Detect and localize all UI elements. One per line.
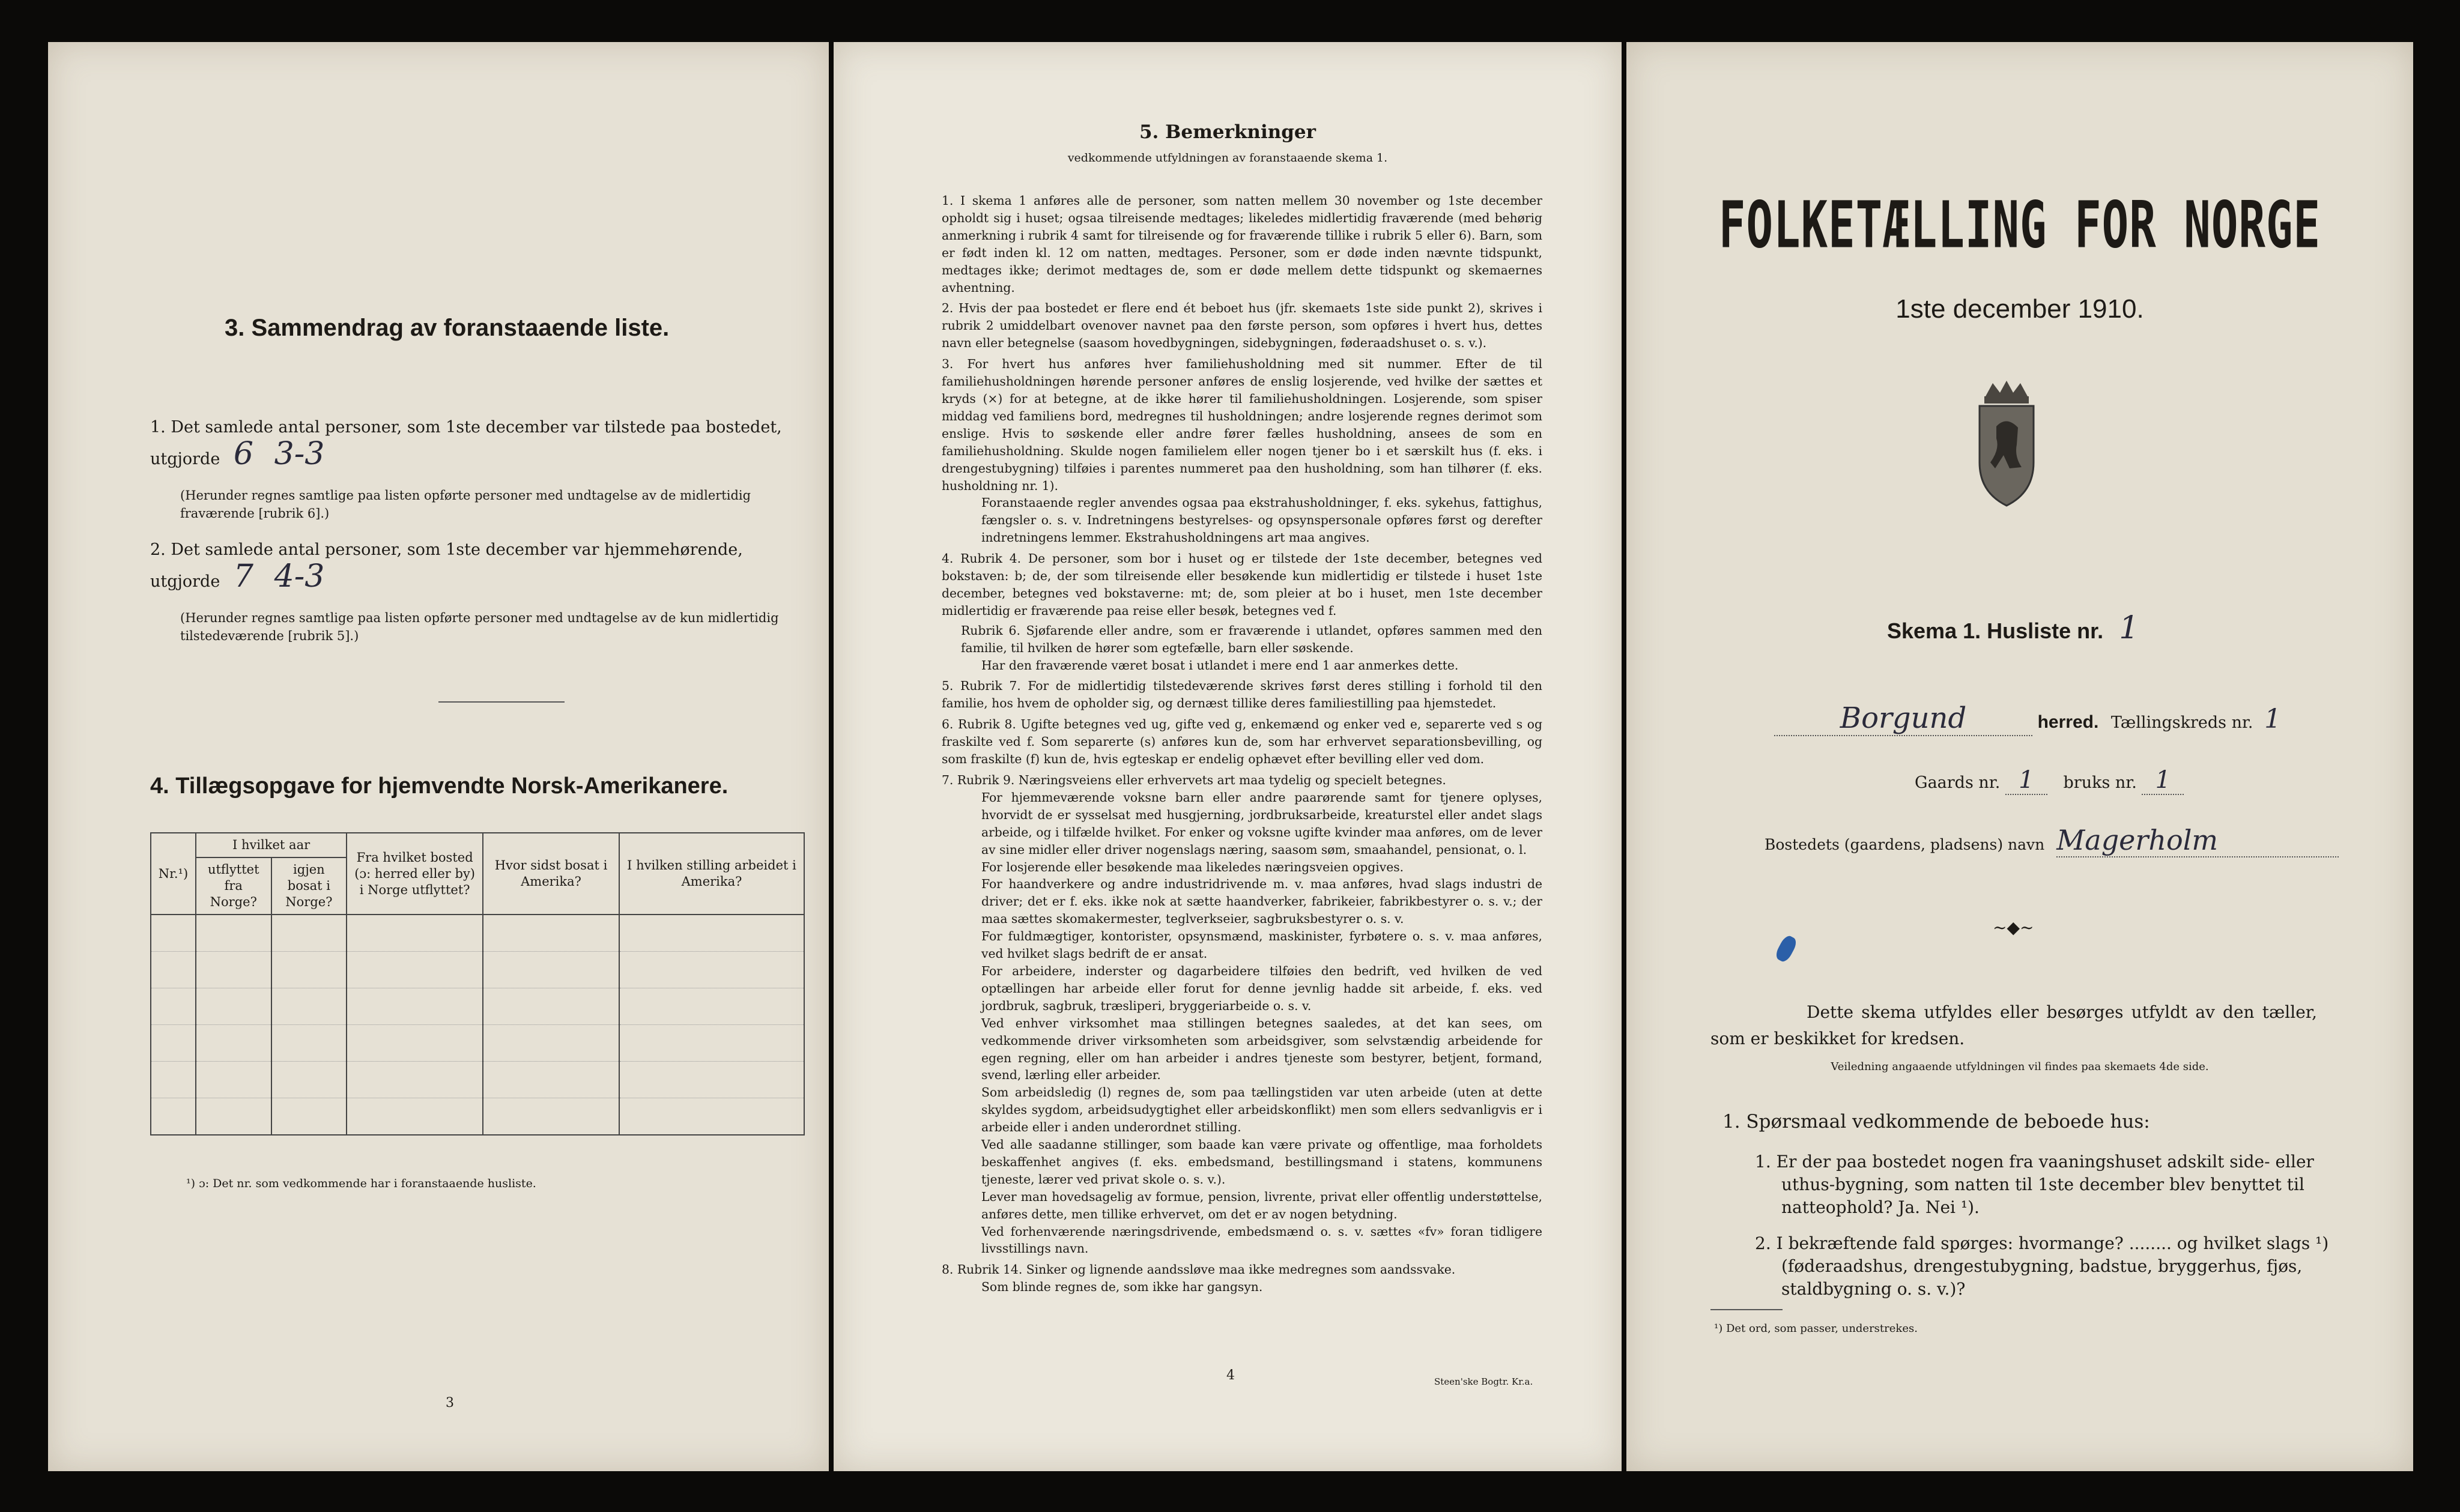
section-3-question-1-text: 1. Det samlede antal personer, som 1ste december var tilstede paa bostedet, utgjorde xyxy=(150,418,782,468)
remark-7-unemployed: Som arbeidsledig (l) regnes de, som paa tællingstiden var uten arbeide (uten at dette skyldes sygdom, arbeidsudygtighet eller arbeidskonflikt) men som ellers sedvanligvis er i arbeide eller i anden underordnet stilling. xyxy=(981,1085,1542,1135)
question-1-heading: 1. Spørsmaal vedkommende de beboede hus: xyxy=(1722,1111,2150,1132)
handwritten-bosted: Magerholm xyxy=(2056,824,2339,857)
column-group-year: I hvilket aar xyxy=(196,833,347,857)
norsk-amerikanere-table xyxy=(150,832,805,1136)
remark-3: 3. For hvert hus anføres hver familiehusholdning med sit nummer. Efter de til familiehusholdningen hørende personer anføres de enslig losjerende, ved hvilke der sættes et kryds (×) for at betegne, at de ikke hører til familiehusholdningen. Losjerende, som spiser middag ved familiens bord, medregnes til husholdningen; andre losjerende regnes derimot som enslige. Hvis to søskende eller andre fører fælles husholdning, ansees de som en familiehusholdning. Skulde nogen familielem eller nogen tjener bo i et særskilt hus (f. eks. i drengestubygning) tilføies i parentes nummeret paa den husholdning, som han tilhører (f. eks. husholdning nr. 1). xyxy=(942,357,1542,493)
remark-7-relatives: For hjemmeværende voksne barn eller andre paarørende samt for tjenere oplyses, hvorvidt de er sysselsat med husgjerning, jordbruksarbeide, kreaturstel eller andet slags arbeide, og i tilfælde hvilket. For enker og voksne ugifte kvinder maa anføres, om de lever av sine midler eller driver nogenslags næring, saasom søm, smaahandel, pensionat, o. l. xyxy=(981,790,1542,857)
column-header-emigrated: utflyttet fra Norge? xyxy=(196,857,271,915)
remark-7-public-private: Ved alle saadanne stillinger, som baade kan være private og offentlige, maa forholdets beskaffenhet angives (f. eks. embedsmand, bestillingsmand i statens, kommunens tjeneste, lærer ved privat skole o. s. v.). xyxy=(981,1137,1542,1187)
ornament-icon: ~◆~ xyxy=(1993,918,2034,937)
remark-6: 6. Rubrik 8. Ugifte betegnes ved ug, gifte ved g, enkemænd og enker ved e, separerte ved s og fraskilte ved f. Som separerte (s) anføres kun de, som har erhvervet separationsbevilling, og som fraskilte (f) kun de, hvis egteskap er endelig ophævet efter bevilling eller ved dom. xyxy=(942,717,1542,767)
middle-page xyxy=(834,42,1622,1471)
section-3-title: 3. Sammendrag av foranstaaende liste. xyxy=(225,315,670,341)
section-4-footnote: ¹) ɔ: Det nr. som vedkommende har i foranstaaende husliste. xyxy=(186,1177,536,1190)
footnote-divider xyxy=(1710,1309,1783,1310)
remark-7-craftsmen: For haandverkere og andre industridrivende m. v. maa anføres, hvad slags industri de driver; det er f. eks. ikke nok at sætte haandverker, fabrikeier, fabrikbestyrer o. s. v.; der maa sættes skomakermester, teglverkseier, sagbruksbestyrer o. s. v. xyxy=(981,877,1542,927)
remark-7-former: Ved forhenværende næringsdrivende, embedsmænd o. s. v. sættes «fv» foran tidligere livsstillings navn. xyxy=(981,1224,1542,1256)
section-3-note-1: (Herunder regnes samtlige paa listen opførte personer med undtagelse av de midlertidig fraværende [rubrik 6].) xyxy=(180,488,751,521)
census-title: FOLKETÆLLING FOR NORGE xyxy=(1718,187,2321,263)
handwritten-bruks: 1 xyxy=(2142,766,2184,795)
remarks-subtitle: vedkommende utfyldningen av foranstaaende skema 1. xyxy=(1067,151,1388,165)
column-header-nr: Nr.¹) xyxy=(151,833,196,915)
handwritten-resident-count: 7 xyxy=(233,558,254,594)
remark-4-abroad: Har den fraværende været bosat i utlandet i mere end 1 aar anmerkes dette. xyxy=(981,658,1459,673)
remark-7: 7. Rubrik 9. Næringsveiens eller erhvervets art maa tydelig og specielt betegnes. xyxy=(942,773,1446,787)
footnote: ¹) Det ord, som passer, understrekes. xyxy=(1714,1322,1918,1335)
bosted-line xyxy=(1765,824,2339,857)
right-page xyxy=(1626,42,2413,1471)
handwritten-kreds: 1 xyxy=(2264,704,2282,734)
remark-7-position: Ved enhver virksomhet maa stillingen betegnes saaledes, at det kan sees, om vedkommende driver virksomheten som arbeidsgiver, som selvstændig arbeidende for egen regning, eller om han arbeider i andres tjeneste som bestyrer, betjent, formand, svend, lærling eller arbeider. xyxy=(981,1015,1542,1083)
divider xyxy=(438,701,565,703)
printer-imprint: Steen'ske Bogtr. Kr.a. xyxy=(1434,1376,1533,1387)
left-page xyxy=(48,42,829,1471)
bosted-label: Bostedets (gaardens, pladsens) navn xyxy=(1765,836,2045,853)
column-header-from-where: Fra hvilket bosted (ɔ: herred eller by) i Norge utflyttet? xyxy=(347,833,483,915)
section-3-note-2: (Herunder regnes samtlige paa listen opførte personer med undtagelse av de kun midlertidig tilstedeværende [rubrik 5].) xyxy=(180,611,779,643)
handwritten-herred: Borgund xyxy=(1774,701,2032,736)
table-row xyxy=(151,952,804,988)
remark-2: 2. Hvis der paa bostedet er flere end ét beboet hus (jfr. skemaets 1ste side punkt 2), skrives i rubrik 2 umiddelbart ovenover navnet paa den første person, som opføres i hvert hus, dettes navn eller betegnelse (saasom hovedbygningen, sidebygningen, føderaadshuset o. s. v.). xyxy=(942,301,1542,351)
herred-label: herred. xyxy=(2037,712,2099,732)
ink-blot-icon xyxy=(1774,934,1799,964)
remarks-title: 5. Bemerkninger xyxy=(1139,121,1316,143)
bruks-label: bruks nr. xyxy=(2063,773,2137,792)
gaards-label: Gaards nr. xyxy=(1915,773,2001,792)
handwritten-resident-breakdown: 4-3 xyxy=(274,558,325,594)
handwritten-present-breakdown: 3-3 xyxy=(274,436,325,472)
section-3-question-1 xyxy=(150,414,805,473)
skema-label: Skema 1. Husliste nr. xyxy=(1887,618,2104,643)
table-row xyxy=(151,915,804,952)
guidance-text: Veiledning angaaende utfyldningen vil findes paa skemaets 4de side. xyxy=(1831,1060,2209,1073)
remark-3-extra: Foranstaaende regler anvendes ogsaa paa ekstrahusholdninger, f. eks. sykehus, fattighus, fængsler o. s. v. Indretningens bestyrelses- og opsynspersonale opføres først og derefter indretningens lemmer. Ekstrahusholdningens art maa angives. xyxy=(981,495,1542,545)
section-3-question-2 xyxy=(150,537,805,595)
remark-8-blind: Som blinde regnes de, som ikke har gangsyn. xyxy=(981,1280,1263,1295)
remarks-body xyxy=(942,192,1542,1296)
handwritten-gaards: 1 xyxy=(2005,766,2047,795)
remark-7-income: Lever man hovedsagelig av formue, pension, livrente, privat eller offentlig understøttelse, anføres dette, men tillike erhvervet, om det er av nogen betydning. xyxy=(981,1189,1542,1221)
table-row xyxy=(151,1025,804,1062)
coat-of-arms-icon xyxy=(1962,378,2052,510)
column-header-occupation: I hvilken stilling arbeidet i Amerika? xyxy=(619,833,804,915)
question-1-2: 2. I bekræftende fald spørges: hvormange? ........ og hvilket slags ¹) (føderaadshus, drengestubygning, badstue, bryggerhus, fjøs, staldbygning o. s. v.)? xyxy=(1755,1233,2329,1299)
section-4-title: 4. Tillægsopgave for hjemvendte Norsk-Amerikanere. xyxy=(150,773,729,799)
page-number: 4 xyxy=(1226,1368,1235,1383)
handwritten-present-count: 6 xyxy=(233,436,254,472)
intro-text: Dette skema utfyldes eller besørges utfyldt av den tæller, som er beskikket for kredsen. xyxy=(1710,1002,2317,1048)
column-header-last-residence: Hvor sidst bosat i Amerika? xyxy=(483,833,619,915)
table-row xyxy=(151,988,804,1025)
section-3-question-2-text: 2. Det samlede antal personer, som 1ste december var hjemmehørende, utgjorde xyxy=(150,540,743,591)
kreds-label: Tællingskreds nr. xyxy=(2110,713,2253,732)
herred-line xyxy=(1774,701,2339,736)
question-1-1: 1. Er der paa bostedet nogen fra vaaningshuset adskilt side- eller uthus-bygning, som natten til 1ste december blev benyttet til natteophold? Ja. Nei ¹). xyxy=(1755,1152,2314,1217)
remark-5: 5. Rubrik 7. For de midlertidig tilstedeværende skrives først deres stilling i forhold til den familie, hos hvem de opholder sig, og dernæst tillike deres familiestilling paa hjemstedet. xyxy=(942,679,1542,711)
handwritten-husliste-nr: 1 xyxy=(2119,610,2139,646)
table-row xyxy=(151,1098,804,1136)
remark-7-lodgers: For losjerende eller besøkende maa likeledes næringsveien opgives. xyxy=(981,859,1404,874)
page-number: 3 xyxy=(446,1396,454,1411)
remark-7-workers: For arbeidere, inderster og dagarbeidere tilføies den bedrift, ved hvilken de ved optællingen har arbeide eller forut for denne jevnlig hadde sit arbeide, f. eks. ved jordbruk, sagbruk, træsliperi, bryggeriarbeide o. s. v. xyxy=(981,963,1542,1013)
remark-7-clerks: For fuldmægtiger, kontorister, opsynsmænd, maskinister, fyrbøtere o. s. v. maa anføres, ved hvilket slags bedrift de er ansat. xyxy=(981,929,1542,961)
gaards-line xyxy=(1915,766,2184,795)
remark-1: 1. I skema 1 anføres alle de personer, som natten mellem 30 november og 1ste december opholdt sig i huset; ogsaa tilreisende medtages; likeledes midlertidig fraværende (med behørig anmerkning i rubrik 4 samt for tilreisende og for fraværende tillike i rubrik 5 eller 6). Barn, som er født inden kl. 12 om natten, medtages. Personer, som er døde inden nævnte tidspunkt, medtages ikke; derimot medtages de, som er døde mellem dette tidspunkt og skemaernes avhentning. xyxy=(942,193,1542,295)
skema-header xyxy=(1887,610,2139,646)
remark-4-rubrik-6: Rubrik 6. Sjøfarende eller andre, som er fraværende i utlandet, opføres sammen med den familie, til hvilken de hører som egtefælle, barn eller søskende. xyxy=(961,623,1542,655)
remark-4: 4. Rubrik 4. De personer, som bor i huset og er tilstede der 1ste december, betegnes ved bokstaven: b; de, der som tilreisende eller besøkende kun midlertidig er tilstede i huset 1ste december, betegnes ved bokstaverne: mt; de, som pleier at bo i huset, men 1ste december midlertidig er fraværende paa reise eller besøk, betegnes ved f. xyxy=(942,551,1542,618)
census-date: 1ste december 1910. xyxy=(1895,294,2144,324)
column-header-returned: igjen bosat i Norge? xyxy=(271,857,347,915)
remark-8: 8. Rubrik 14. Sinker og lignende aandssløve maa ikke medregnes som aandssvake. xyxy=(942,1262,1456,1277)
table-row xyxy=(151,1062,804,1098)
